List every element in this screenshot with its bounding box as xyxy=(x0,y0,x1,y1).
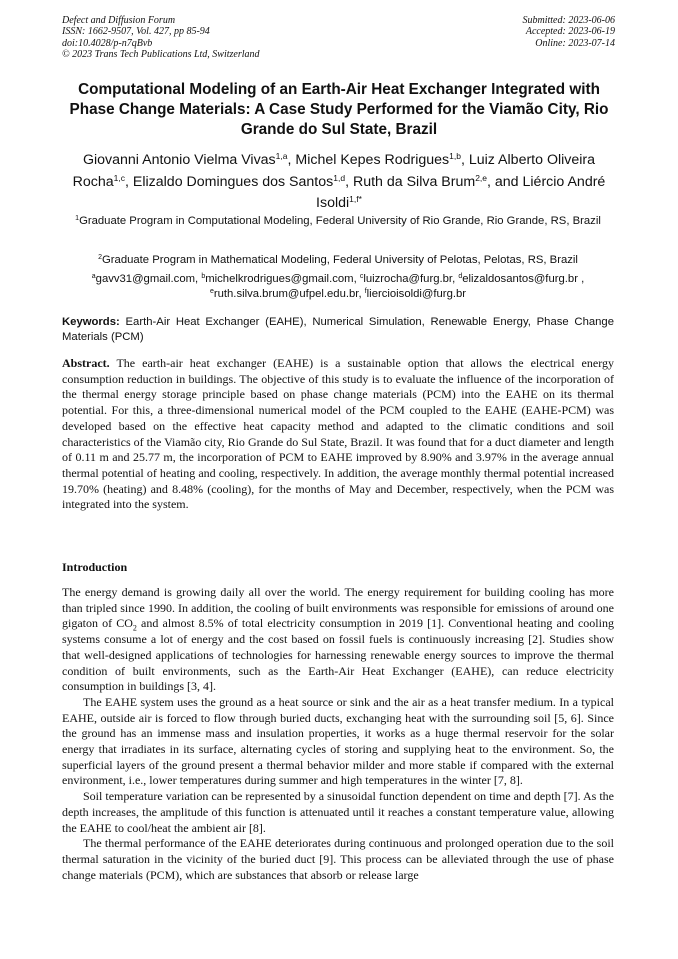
paragraph: Soil temperature variation can be represented by a sinusoidal function dependent on time and depth [7]. As the depth increases, the amplitude of this function is attenuated until it reaches a constant temperature value, allowing the EAHE to cool/heat the ambient air [8]. xyxy=(62,789,614,835)
online-date: Online: 2023-07-14 xyxy=(535,37,615,49)
journal-issn: ISSN: 1662-9507, Vol. 427, pp 85-94 xyxy=(62,26,210,38)
submission-dates xyxy=(523,15,616,49)
email-link[interactable]: michelkrodrigues@gmail.com xyxy=(205,273,354,285)
author-sup: 1,c xyxy=(113,172,126,183)
email-link[interactable]: ruth.silva.brum@ufpel.edu.br xyxy=(213,288,359,300)
journal-info xyxy=(62,15,260,60)
author-name: Elizaldo Domingues dos Santos xyxy=(132,173,334,190)
accepted-date: Accepted: 2023-06-19 xyxy=(525,26,615,38)
email-link[interactable]: luizrocha@furg.br xyxy=(363,273,453,285)
paper-title: Computational Modeling of an Earth-Air Heat Exchanger Integrated with Phase Change Materials: A Case Study Performed for the Viamão City, Rio Grande do Sul State, Brazil xyxy=(69,81,609,138)
author-sup: 1,d xyxy=(333,172,346,183)
keywords-label: Keywords: xyxy=(62,316,120,328)
author-name: Liércio André Isoldi xyxy=(316,173,606,211)
abstract-label: Abstract. xyxy=(62,356,110,370)
author-sup: 1,a xyxy=(275,151,288,161)
paragraph: The thermal performance of the EAHE deteriorates during continuous and prolonged operation due to the soil thermal saturation in the vicinity of the buried duct [9]. This process can be alleviated through the use of phase change materials (PCM), which are substances that absorb or release large xyxy=(62,836,614,882)
author-name: Ruth da Silva Brum xyxy=(352,173,476,190)
author-name: Michel Kepes Rodrigues xyxy=(295,152,450,168)
paragraph: The EAHE system uses the ground as a heat source or sink and the air as a heat transfer medium. In a typical EAHE, outside air is forced to flow through buried ducts, exchanging heat with the surrounding soil [5, 6]. Since the ground has an immense mass and insulation properties, it works as a huge thermal reservoir for the solar energy that irradiates in its surface, alternating cycles of storing and supplying heat to the environment. So, the superficial layers of the ground present a thermal behavior milder and more stable if compared with the external environment, i.e., lower temperatures during summer and high temperatures in the winter [7, 8]. xyxy=(62,694,614,788)
affiliation-2: $^2$Graduate Program in Mathematical Modeling, Federal University of Pelotas, Pelotas, RS, Brazil xyxy=(98,254,578,266)
introduction-body xyxy=(62,585,614,883)
email-link[interactable]: elizaldosantos@furg.br xyxy=(462,273,578,285)
email-link[interactable]: gavv31@gmail.com xyxy=(95,273,196,285)
abstract xyxy=(62,356,614,513)
paragraph: The energy demand is growing daily all over the world. The energy requirement for building cooling has more than tripled since 1990. In addition, the cooling of built environments was responsible for emissions of around one gigaton of $CO_2$ and almost 8.5% of total electricity consumption in 2019 [1]. Conventional heating and cooling systems consume a lot of energy and the cost based on fossil fuels is continuously increasing [2]. Studies show that well-designed applications of technologies for harnessing renewable energy sources to improve the thermal condition of built environments, such as the Earth-Air Heat Exchanger (EAHE), can reduce electricity consumption in buildings [3, 4]. xyxy=(62,585,614,694)
author-sup: 2,e xyxy=(475,172,488,183)
author-emails: $^a$gavv31@gmail.com, $^b$michelkrodrigues@gmail.com, $^c$luizrocha@furg.br, $^d$elizaldosantos@furg.br , $^e$ruth.silva.brum@ufpel.edu.br, $^f$liercioisoldi@furg.br xyxy=(91,273,585,300)
abstract-text: The earth-air heat exchanger (EAHE) is a sustainable option that allows the electrical energy consumption reduction in buildings. The objective of this study is to evaluate the influence of the incorporation of the thermal energy storage principle based on phase change materials (PCM) into the EAHE on its thermal potential. For this, a three-dimensional numerical model of the PCM coupled to the EAHE (EAHE-PCM) was developed based on the effective heat capacity method and adapted to the climatic conditions and soil characteristics of the Viamão city, Rio Grande do Sul State, Brazil. It was found that for a duct diameter and length of 0.11 m and 25.77 m, the incorporation of PCM to EAHE improved by 8.90% and 3.97% in the average annual thermal potential of heating and cooling, respectively. In addition, the average monthly thermal potential increased 19.70% (heating) and 8.48% (cooling), for the months of May and December, respectively, when the PCM was integrated into the system. xyxy=(62,356,614,512)
section-heading-introduction: Introduction xyxy=(62,560,128,574)
journal-name: Defect and Diffusion Forum xyxy=(62,15,176,26)
affiliation-1: $^1$Graduate Program in Computational Modeling, Federal University of Rio Grande, Rio Grande, RS, Brazil xyxy=(75,215,601,227)
email-link[interactable]: liercioisoldi@furg.br xyxy=(366,288,467,300)
author-name: Giovanni Antonio Vielma Vivas xyxy=(82,152,276,168)
author-sup: 1,f* xyxy=(349,194,362,204)
submitted-date: Submitted: 2023-06-06 xyxy=(522,15,615,26)
keywords-text: Earth-Air Heat Exchanger (EAHE), Numerical Simulation, Renewable Energy, Phase Change Materials (PCM) xyxy=(62,316,614,343)
journal-copyright: © 2023 Trans Tech Publications Ltd, Switzerland xyxy=(62,48,260,60)
keywords xyxy=(62,315,614,345)
author-sup: 1,b xyxy=(449,151,461,161)
author-list: Giovanni Antonio Vielma Vivas$^{1,a}$, Michel Kepes Rodrigues$^{1,b}$, Luiz Alberto Oliveira Rocha$^{1,c}$, Elizaldo Domingues dos Santos$^{1,d}$, Ruth da Silva Brum$^{2,e}$, and Liércio André Isoldi$^{1,f*}$ xyxy=(72,151,606,211)
journal-doi: doi:10.4028/p-n7qBvb xyxy=(62,37,153,49)
author-name: Luiz Alberto Oliveira Rocha xyxy=(72,152,596,190)
